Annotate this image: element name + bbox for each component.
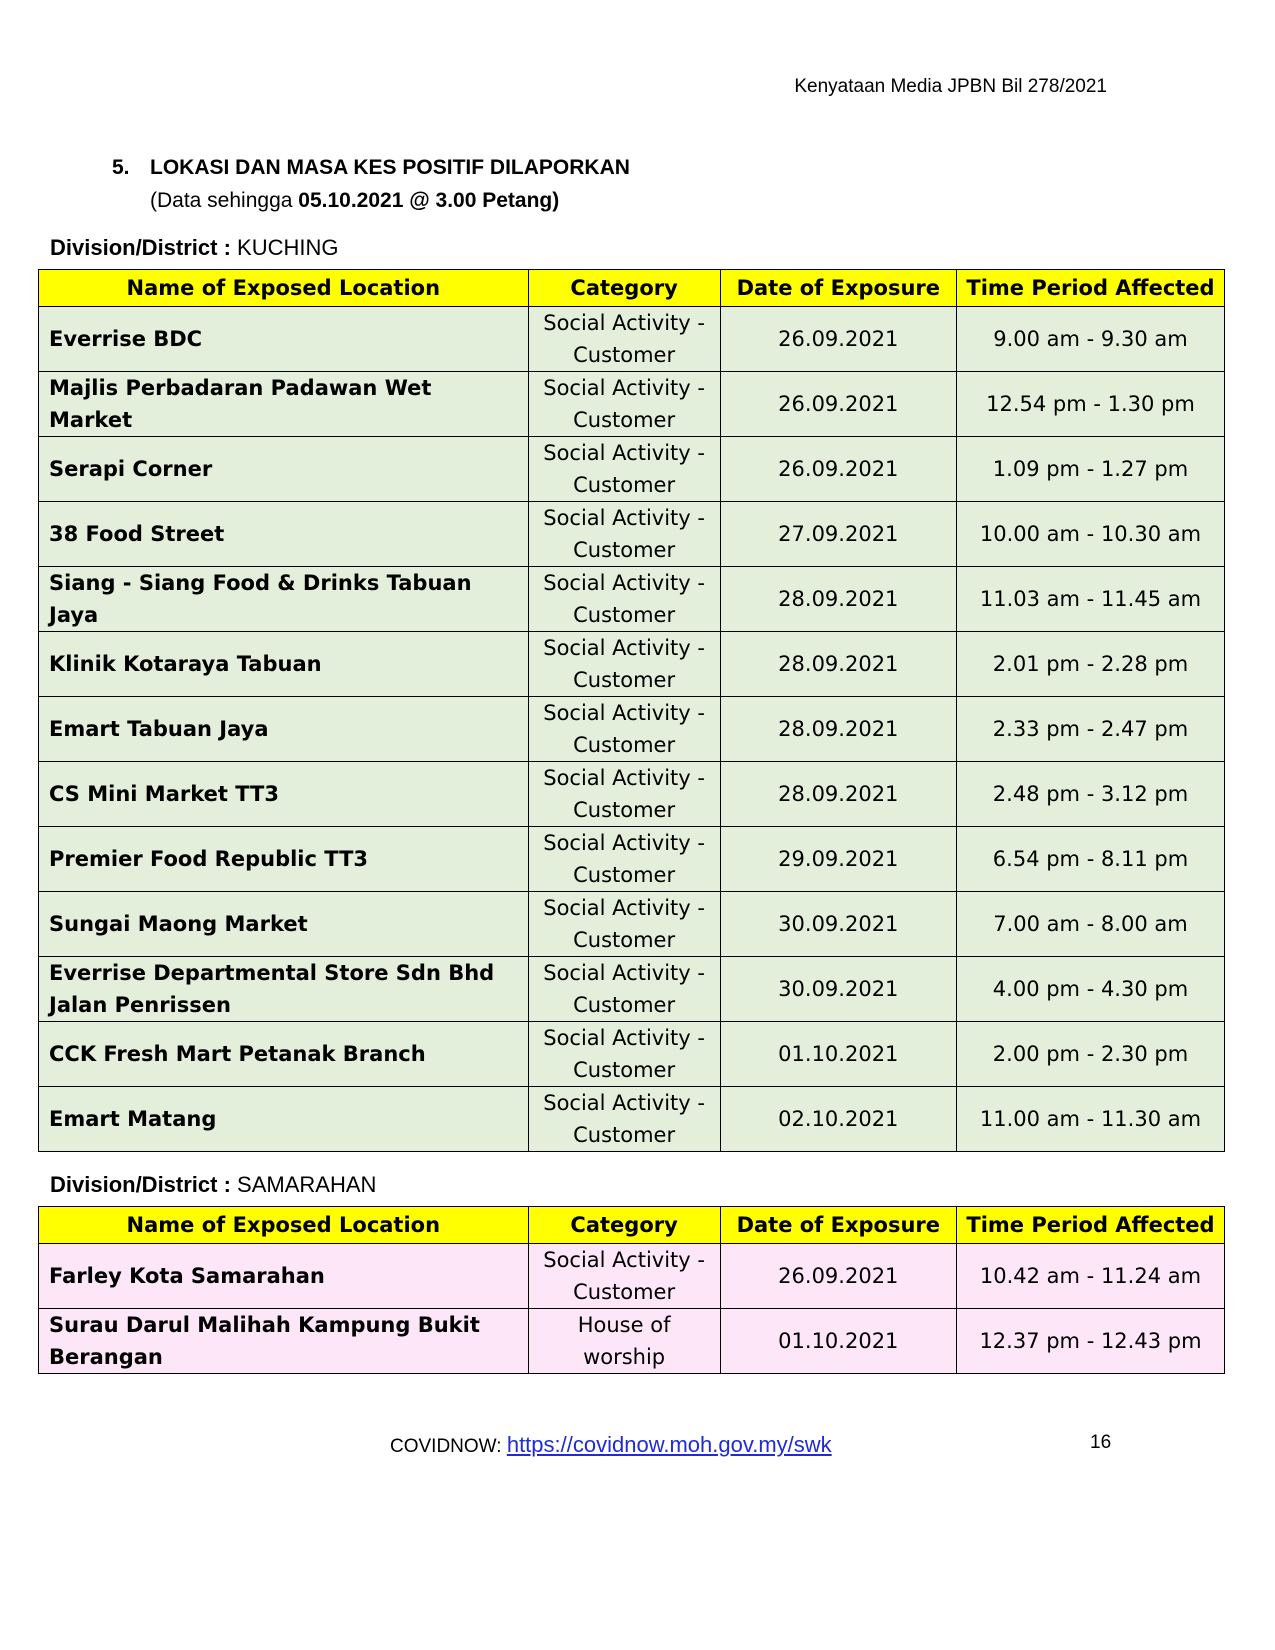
time-cell: 7.00 am - 8.00 am [956, 892, 1224, 957]
column-header-date: Date of Exposure [720, 270, 956, 307]
category-line-2: Customer [573, 1280, 676, 1304]
location-cell: Everrise Departmental Store Sdn Bhd Jalan Penrissen [39, 957, 529, 1022]
category-line-2: Customer [573, 1123, 676, 1147]
table-row [39, 372, 1225, 437]
table-row [39, 437, 1225, 502]
category-line-2: Customer [573, 928, 676, 952]
category-cell [528, 632, 720, 697]
category-cell [528, 307, 720, 372]
category-line-1: Social Activity - [543, 701, 705, 725]
date-cell: 26.09.2021 [720, 437, 956, 502]
time-cell: 1.09 pm - 1.27 pm [956, 437, 1224, 502]
category-cell [528, 1087, 720, 1152]
section-title: LOKASI DAN MASA KES POSITIF DILAPORKAN [150, 156, 630, 179]
location-cell: Siang - Siang Food & Drinks Tabuan Jaya [39, 567, 529, 632]
table-row [39, 762, 1225, 827]
category-line-2: worship [583, 1345, 666, 1369]
category-line-2: Customer [573, 863, 676, 887]
time-cell: 12.37 pm - 12.43 pm [956, 1309, 1224, 1374]
time-cell: 2.00 pm - 2.30 pm [956, 1022, 1224, 1087]
column-header-category: Category [528, 270, 720, 307]
category-cell [528, 502, 720, 567]
location-cell: 38 Food Street [39, 502, 529, 567]
category-cell [528, 892, 720, 957]
page-header-reference: Kenyataan Media JPBN Bil 278/2021 [794, 76, 1107, 97]
date-cell: 01.10.2021 [720, 1022, 956, 1087]
category-cell [528, 762, 720, 827]
column-header-time: Time Period Affected [956, 270, 1224, 307]
district-label-samarahan [50, 1172, 376, 1198]
table-row [39, 892, 1225, 957]
location-cell: Surau Darul Malihah Kampung Bukit Berangan [39, 1309, 529, 1374]
category-line-2: Customer [573, 408, 676, 432]
time-cell: 9.00 am - 9.30 am [956, 307, 1224, 372]
date-cell: 26.09.2021 [720, 1244, 956, 1309]
district-label-prefix: Division/District : [50, 1172, 238, 1197]
time-cell: 12.54 pm - 1.30 pm [956, 372, 1224, 437]
table-row [39, 502, 1225, 567]
table-header-row [39, 270, 1225, 307]
time-cell: 10.00 am - 10.30 am [956, 502, 1224, 567]
time-cell: 10.42 am - 11.24 am [956, 1244, 1224, 1309]
time-cell: 11.00 am - 11.30 am [956, 1087, 1224, 1152]
table-row [39, 1022, 1225, 1087]
category-line-1: Social Activity - [543, 1091, 705, 1115]
footer-label: COVIDNOW: [390, 1436, 507, 1457]
date-cell: 28.09.2021 [720, 567, 956, 632]
table-row [39, 632, 1225, 697]
time-cell: 11.03 am - 11.45 am [956, 567, 1224, 632]
date-cell: 29.09.2021 [720, 827, 956, 892]
category-line-2: Customer [573, 668, 676, 692]
category-line-2: Customer [573, 1058, 676, 1082]
category-line-1: Social Activity - [543, 506, 705, 530]
column-header-date: Date of Exposure [720, 1207, 956, 1244]
district-name: SAMARAHAN [237, 1172, 377, 1197]
column-header-category: Category [528, 1207, 720, 1244]
category-cell [528, 827, 720, 892]
data-note-value: 05.10.2021 @ 3.00 Petang) [298, 189, 560, 212]
kuching-exposure-table [38, 269, 1225, 1152]
category-line-1: Social Activity - [543, 636, 705, 660]
table-row [39, 1087, 1225, 1152]
category-line-1: Social Activity - [543, 961, 705, 985]
category-line-1: Social Activity - [543, 376, 705, 400]
location-cell: Majlis Perbadaran Padawan Wet Market [39, 372, 529, 437]
category-cell [528, 567, 720, 632]
column-header-time: Time Period Affected [956, 1207, 1224, 1244]
date-cell: 28.09.2021 [720, 762, 956, 827]
time-cell: 2.01 pm - 2.28 pm [956, 632, 1224, 697]
date-cell: 30.09.2021 [720, 957, 956, 1022]
category-cell [528, 1309, 720, 1374]
category-line-2: Customer [573, 538, 676, 562]
category-line-1: Social Activity - [543, 766, 705, 790]
category-line-2: Customer [573, 343, 676, 367]
time-cell: 2.48 pm - 3.12 pm [956, 762, 1224, 827]
date-cell: 26.09.2021 [720, 372, 956, 437]
table-row [39, 827, 1225, 892]
category-line-1: Social Activity - [543, 896, 705, 920]
time-cell: 4.00 pm - 4.30 pm [956, 957, 1224, 1022]
district-label-prefix: Division/District : [50, 235, 238, 260]
location-cell: Emart Matang [39, 1087, 529, 1152]
section-heading [112, 156, 630, 180]
date-cell: 28.09.2021 [720, 697, 956, 762]
covidnow-link[interactable]: https://covidnow.moh.gov.my/swk [506, 1432, 832, 1457]
category-line-1: Social Activity - [543, 441, 705, 465]
category-line-1: Social Activity - [543, 311, 705, 335]
category-line-2: Customer [573, 993, 676, 1017]
location-cell: CCK Fresh Mart Petanak Branch [39, 1022, 529, 1087]
category-cell [528, 1022, 720, 1087]
category-line-2: Customer [573, 473, 676, 497]
table-row [39, 567, 1225, 632]
date-cell: 30.09.2021 [720, 892, 956, 957]
location-cell: Klinik Kotaraya Tabuan [39, 632, 529, 697]
category-line-1: Social Activity - [543, 831, 705, 855]
category-line-2: Customer [573, 798, 676, 822]
table-row [39, 697, 1225, 762]
table-row [39, 1309, 1225, 1374]
time-cell: 6.54 pm - 8.11 pm [956, 827, 1224, 892]
category-cell [528, 1244, 720, 1309]
category-line-1: House of [577, 1313, 671, 1337]
location-cell: CS Mini Market TT3 [39, 762, 529, 827]
date-cell: 27.09.2021 [720, 502, 956, 567]
time-cell: 2.33 pm - 2.47 pm [956, 697, 1224, 762]
table-row [39, 1244, 1225, 1309]
column-header-location: Name of Exposed Location [39, 1207, 529, 1244]
location-cell: Sungai Maong Market [39, 892, 529, 957]
date-cell: 26.09.2021 [720, 307, 956, 372]
category-line-1: Social Activity - [543, 1248, 705, 1272]
page-number: 16 [1090, 1432, 1112, 1453]
table-header-row [39, 1207, 1225, 1244]
table-row [39, 957, 1225, 1022]
data-note-prefix: (Data sehingga [150, 189, 299, 212]
location-cell: Premier Food Republic TT3 [39, 827, 529, 892]
location-cell: Everrise BDC [39, 307, 529, 372]
location-cell: Emart Tabuan Jaya [39, 697, 529, 762]
category-cell [528, 957, 720, 1022]
data-as-of-note [150, 189, 559, 213]
category-cell [528, 372, 720, 437]
date-cell: 01.10.2021 [720, 1309, 956, 1374]
date-cell: 02.10.2021 [720, 1087, 956, 1152]
category-cell [528, 697, 720, 762]
category-cell [528, 437, 720, 502]
category-line-1: Social Activity - [543, 571, 705, 595]
location-cell: Farley Kota Samarahan [39, 1244, 529, 1309]
table-row [39, 307, 1225, 372]
column-header-location: Name of Exposed Location [39, 270, 529, 307]
footer [390, 1432, 832, 1458]
category-line-2: Customer [573, 733, 676, 757]
district-name: KUCHING [237, 235, 339, 260]
date-cell: 28.09.2021 [720, 632, 956, 697]
samarahan-exposure-table [38, 1206, 1225, 1374]
location-cell: Serapi Corner [39, 437, 529, 502]
district-label-kuching [50, 235, 339, 261]
category-line-1: Social Activity - [543, 1026, 705, 1050]
category-line-2: Customer [573, 603, 676, 627]
section-number: 5. [112, 156, 130, 179]
